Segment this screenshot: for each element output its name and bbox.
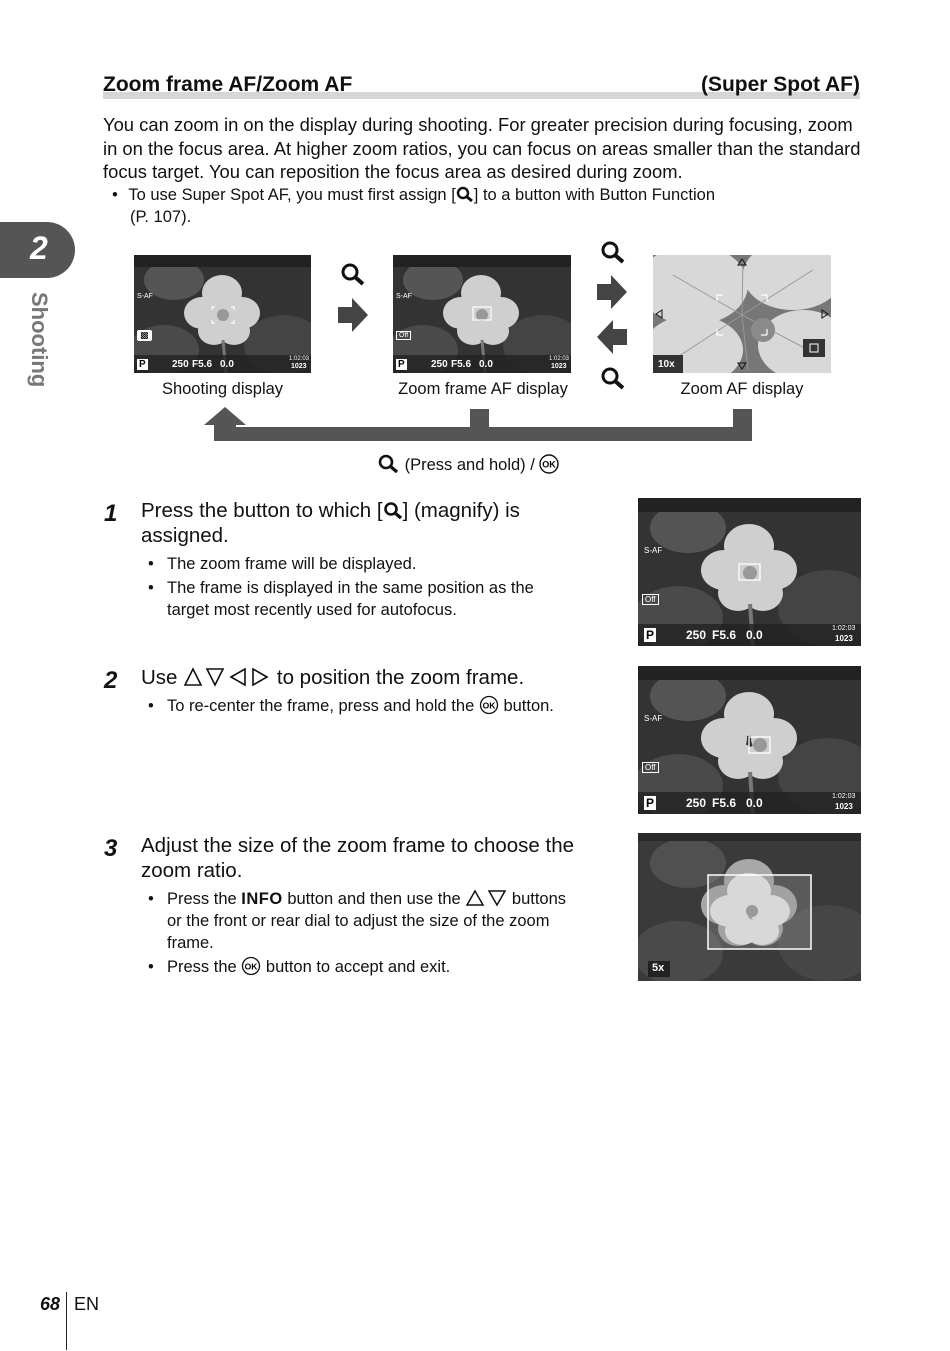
step-1-bullet-text-cont: target most recently used for autofocus. xyxy=(167,601,457,619)
magnify-icon xyxy=(456,186,474,202)
section-title-bar xyxy=(103,73,860,99)
intro-bullet-prefix: To use Super Spot AF, you must first assign [ xyxy=(128,186,456,204)
step-1-screen xyxy=(638,498,861,646)
shooting-display-screen xyxy=(134,255,311,373)
osd-af-mode: S-AF xyxy=(396,293,412,300)
step-2-bullet-suffix: button. xyxy=(503,697,554,715)
flower-image xyxy=(638,498,861,646)
osd-mode: P xyxy=(398,359,405,370)
step-3-title xyxy=(141,833,621,883)
step-number: 3 xyxy=(104,835,118,862)
step-3-title-line1: Adjust the size of the zoom frame to choose the xyxy=(141,834,575,857)
osd-shutter: 250 xyxy=(172,359,189,370)
osd-exposure: 0.0 xyxy=(746,796,763,810)
step-1-bullet-text: The frame is displayed in the same position as the xyxy=(167,579,534,597)
arrow-right-icon xyxy=(338,298,368,332)
osd-shots: 1023 xyxy=(291,363,307,370)
magnify-icon xyxy=(383,501,403,519)
osd-zoom-ratio: 5x xyxy=(652,962,665,974)
step-1-bullet-2 xyxy=(148,577,618,621)
flower-image xyxy=(638,666,861,814)
arrow-right-icon xyxy=(597,275,627,309)
arrow-pad-icons xyxy=(183,667,271,687)
step-3-bullet-2-prefix: Press the xyxy=(167,958,237,976)
step-2-bullet-text xyxy=(148,695,618,717)
magnify-icon xyxy=(600,366,626,390)
step-3-title-line2: zoom ratio. xyxy=(141,859,243,882)
step-number: 2 xyxy=(104,667,118,694)
intro-bullet-ref: (P. 107). xyxy=(130,208,192,226)
osd-shutter: 250 xyxy=(686,628,707,642)
osd-shots: 1023 xyxy=(835,802,853,811)
osd-mode: P xyxy=(139,359,146,370)
magnify-icon xyxy=(340,262,366,286)
osd-drive: Off xyxy=(396,331,411,340)
page-number: 68 xyxy=(40,1294,61,1314)
step-3-bullet-2-text xyxy=(148,956,623,978)
osd-drive: Off xyxy=(642,594,659,605)
step-1-title xyxy=(141,498,621,548)
step-3-bullet-1 xyxy=(148,888,623,954)
osd-time: 1:02:03 xyxy=(549,356,570,362)
bullet-mark: • xyxy=(148,579,154,597)
osd-drive-icon: ▩ xyxy=(137,330,152,341)
step-3-bullet-2-suffix: button to accept and exit. xyxy=(265,958,451,976)
footer-divider xyxy=(66,1292,67,1350)
caption-zoom-af: Zoom AF display xyxy=(680,380,804,398)
step-2-title xyxy=(141,665,621,690)
bullet-mark: • xyxy=(112,186,118,204)
step-1-title-line2: assigned. xyxy=(141,524,229,547)
osd-aperture: F5.6 xyxy=(712,796,737,810)
osd-aperture: F5.6 xyxy=(451,359,472,370)
osd-exposure: 0.0 xyxy=(479,359,493,370)
osd-mode: P xyxy=(646,628,655,642)
page-language: EN xyxy=(74,1294,100,1314)
step-3-bullet-1-suffix: buttons xyxy=(511,890,567,908)
caption-shooting-display: Shooting display xyxy=(161,380,284,398)
step-3-bullet-2 xyxy=(148,956,623,978)
zoom-af-screen xyxy=(653,255,831,373)
osd-shutter: 250 xyxy=(686,796,707,810)
ok-button-icon xyxy=(241,956,261,976)
osd-time: 1:02:03 xyxy=(832,793,856,800)
step-3-bullet-1-prefix: Press the xyxy=(167,890,237,908)
osd-mode: P xyxy=(646,796,655,810)
chapter-label-text: Shooting xyxy=(27,292,52,388)
osd-af-mode: S-AF xyxy=(137,293,153,300)
intro-bullet xyxy=(112,184,812,228)
bullet-mark: • xyxy=(148,958,154,976)
osd-time: 1:02:03 xyxy=(832,625,856,632)
bullet-mark: • xyxy=(148,890,154,908)
osd-drive: Off xyxy=(642,762,659,773)
up-down-arrow-icons xyxy=(465,889,507,907)
osd-aperture: F5.6 xyxy=(712,628,737,642)
flower-image xyxy=(134,255,311,373)
step-3-bullet-1-line3: frame. xyxy=(167,934,214,952)
step-1-bullet-1 xyxy=(148,553,618,575)
arrow-left-icon xyxy=(597,320,627,354)
osd-shots: 1023 xyxy=(835,634,853,643)
step-1-title-prefix: Press the button to which [ xyxy=(141,499,383,522)
step-2-title-prefix: Use xyxy=(141,666,178,689)
step-number: 1 xyxy=(104,500,118,527)
ok-button-icon xyxy=(479,695,499,715)
zoomed-flower-image xyxy=(653,255,831,373)
info-button-label: INFO xyxy=(241,890,283,908)
osd-aperture: F5.6 xyxy=(192,359,213,370)
ok-icon-label: OK xyxy=(244,961,258,972)
chapter-tab xyxy=(0,222,75,278)
section-subtitle: (Super Spot AF) xyxy=(700,73,860,96)
return-label-text: (Press and hold) / xyxy=(404,456,535,474)
magnify-icon xyxy=(600,240,626,264)
intro-bullet-suffix: ] to a button with Button Function xyxy=(473,186,716,204)
osd-exposure: 0.0 xyxy=(746,628,763,642)
caption-zoom-frame-af: Zoom frame AF display xyxy=(398,380,568,398)
step-2-title-suffix: to position the zoom frame. xyxy=(276,666,525,689)
bullet-mark: • xyxy=(148,697,154,715)
return-label xyxy=(378,454,559,476)
osd-exposure: 0.0 xyxy=(220,359,234,370)
osd-shots: 1023 xyxy=(551,363,567,370)
intro-paragraph: You can zoom in on the display during shooting. For greater precision during focusing, zoom in on the focus area. At higher zoom ratios, you can focus on areas smaller than the standard focus target. You can reposition the focus area as desired during zoom. xyxy=(103,114,861,182)
flower-image xyxy=(393,255,571,373)
osd-af-mode: S-AF xyxy=(644,546,663,555)
step-2-bullet-prefix: To re-center the frame, press and hold the xyxy=(167,697,475,715)
zoom-frame-af-screen xyxy=(393,255,571,373)
step-1-bullet-text: The zoom frame will be displayed. xyxy=(167,555,417,573)
step-2-bullet xyxy=(148,695,618,717)
step-3-bullet-1-line2: or the front or rear dial to adjust the size of the zoom xyxy=(167,912,550,930)
step-2-screen xyxy=(638,666,861,814)
step-3-bullet-1-line1 xyxy=(148,888,623,910)
ok-icon-label: OK xyxy=(542,459,557,470)
chapter-number: 2 xyxy=(30,230,48,266)
chapter-label xyxy=(22,292,62,402)
bullet-mark: • xyxy=(148,555,154,573)
step-3-screen xyxy=(638,833,861,981)
step-3-bullet-1-middle: button and then use the xyxy=(287,890,461,908)
step-1-title-suffix: ] (magnify) is xyxy=(402,499,520,522)
osd-af-mode: S-AF xyxy=(644,714,663,723)
flower-image-dimmed xyxy=(638,833,861,981)
osd-zoom-ratio: 10x xyxy=(658,359,675,370)
magnify-icon xyxy=(378,454,400,474)
osd-time: 1:02:03 xyxy=(289,356,310,362)
osd-shutter: 250 xyxy=(431,359,448,370)
ok-button-icon xyxy=(539,454,559,474)
return-arrow-icon xyxy=(200,405,755,445)
ok-icon-label: OK xyxy=(482,700,496,711)
section-title: Zoom frame AF/Zoom AF xyxy=(103,73,353,96)
